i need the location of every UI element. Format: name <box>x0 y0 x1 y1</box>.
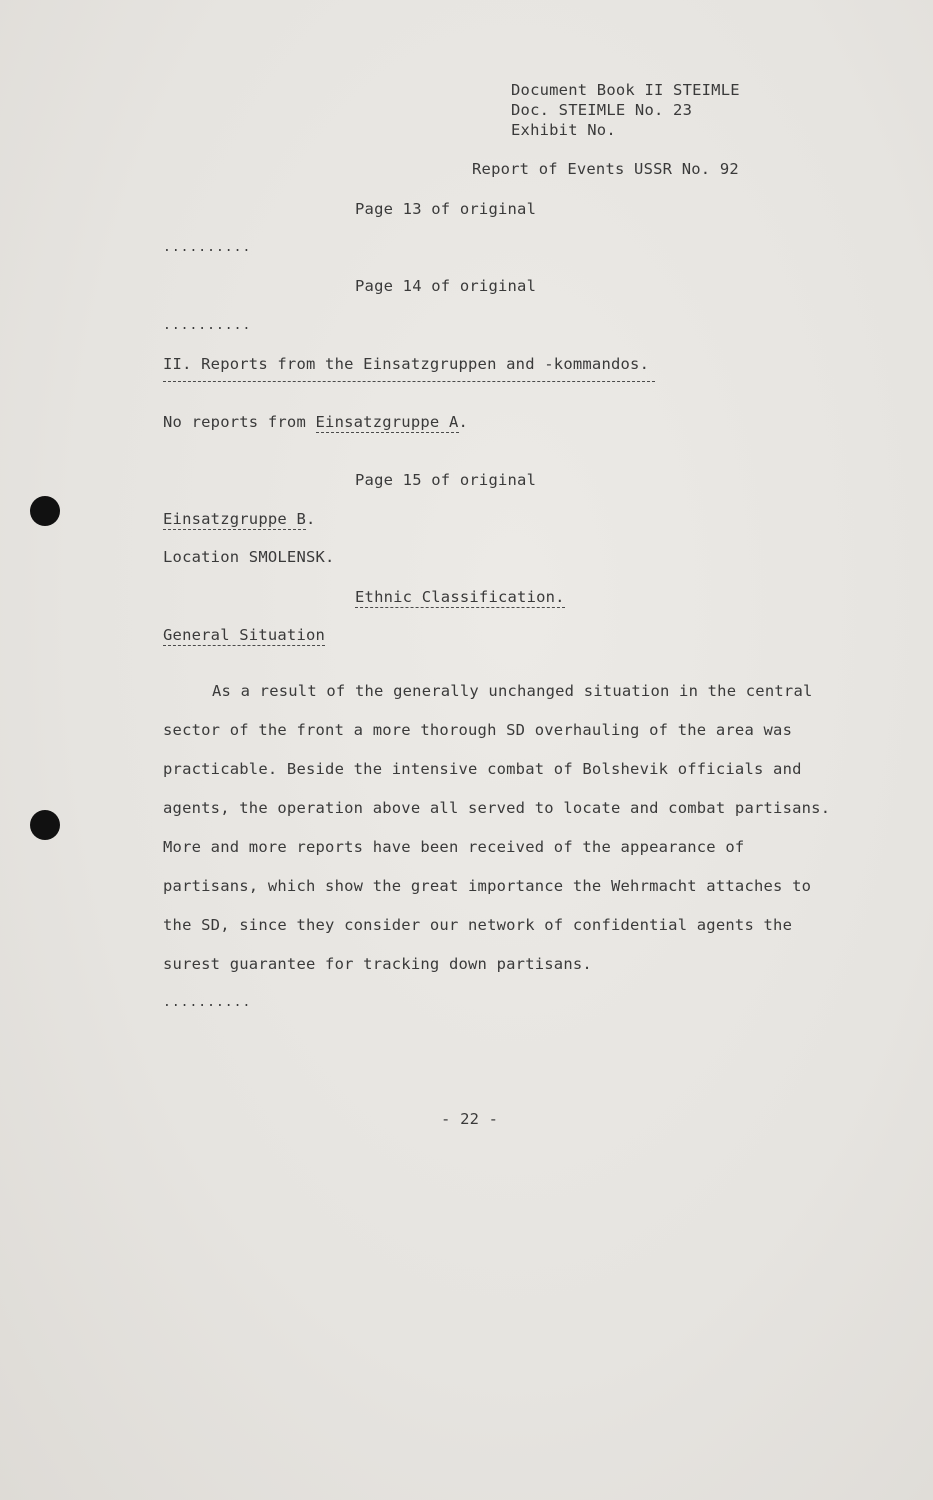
doc-number-line: Doc. STEIMLE No. 23 <box>511 101 693 119</box>
body-line: the SD, since they consider our network of confidential agents the <box>163 916 793 934</box>
body-paragraph <box>163 672 863 984</box>
report-title: Report of Events USSR No. 92 <box>472 160 739 178</box>
einsatzgruppe-a-name: Einsatzgruppe A <box>315 413 459 431</box>
einsatzgruppe-b-name: Einsatzgruppe B <box>163 510 306 528</box>
doc-book-line: Document Book II STEIMLE <box>511 81 740 99</box>
general-situation-text: General Situation <box>163 626 326 644</box>
einsatzgruppe-b-heading <box>163 510 316 528</box>
punch-hole-top <box>30 496 60 526</box>
page-13-marker: Page 13 of original <box>355 200 537 218</box>
body-line: partisans, which show the great importance the Wehrmacht attaches to <box>163 877 812 895</box>
page-number: - 22 - <box>441 1110 499 1128</box>
reports-heading-rule <box>163 381 655 382</box>
general-situation-heading <box>163 626 325 644</box>
no-reports-line <box>163 413 468 431</box>
body-line: More and more reports have been received of the appearance of <box>163 838 745 856</box>
einsatzgruppe-b-suffix: . <box>305 510 316 528</box>
punch-hole-bottom <box>30 810 60 840</box>
reports-heading: II. Reports from the Einsatzgruppen and -kommandos. <box>163 355 650 373</box>
ellipsis-divider-3: .......... <box>163 995 252 1010</box>
ellipsis-divider-2: .......... <box>163 318 252 333</box>
page-15-marker: Page 15 of original <box>355 471 537 489</box>
body-line: surest guarantee for tracking down partisans. <box>163 955 592 973</box>
no-reports-prefix: No reports from <box>163 413 316 431</box>
ethnic-classification-text: Ethnic Classification. <box>355 588 565 606</box>
body-line: sector of the front a more thorough SD overhauling of the area was <box>163 721 793 739</box>
exhibit-line: Exhibit No. <box>511 121 616 139</box>
location-line: Location SMOLENSK. <box>163 548 335 566</box>
ethnic-classification-heading <box>355 588 565 606</box>
page-14-marker: Page 14 of original <box>355 277 537 295</box>
no-reports-suffix: . <box>458 413 469 431</box>
ellipsis-divider-1: .......... <box>163 240 252 255</box>
body-line: As a result of the generally unchanged situation in the central <box>212 682 813 700</box>
body-line: practicable. Beside the intensive combat of Bolshevik officials and <box>163 760 802 778</box>
body-line: agents, the operation above all served to locate and combat partisans. <box>163 799 831 817</box>
